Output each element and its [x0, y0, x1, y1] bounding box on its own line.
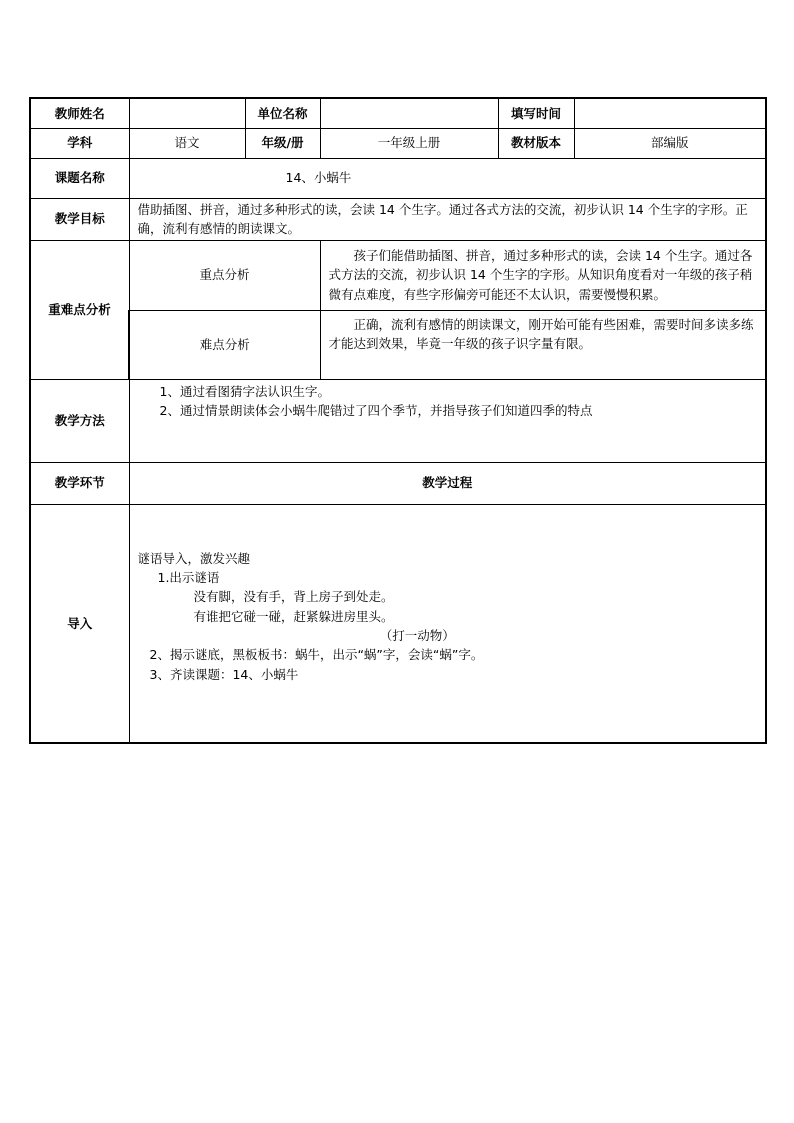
methods-list: [129, 379, 766, 462]
goals-label: 教学目标: [30, 198, 129, 240]
intro-content: [129, 504, 766, 743]
difficult-analysis-label: 难点分析: [129, 310, 320, 379]
subject-value: 语文: [129, 128, 245, 158]
riddle-line-2: 有谁把它碰一碰，赶紧躲进房里头。: [193, 608, 394, 624]
header-row-2: [30, 128, 766, 158]
intro-row: [30, 504, 766, 743]
teacher-name-value: [129, 98, 245, 128]
subject-label: 学科: [30, 128, 129, 158]
methods-row: [30, 379, 766, 462]
fill-date-label: 填写时间: [498, 98, 574, 128]
key-analysis-label: 重点分析: [129, 240, 320, 310]
analysis-label: 重难点分析: [30, 240, 129, 379]
riddle-line-1: 没有脚，没有手，背上房子到处走。: [193, 589, 394, 605]
edition-value: 部编版: [574, 128, 766, 158]
lesson-plan-table: [29, 97, 767, 744]
grade-value: 一年级上册: [320, 128, 498, 158]
goals-text: 借助插图、拼音，通过多种形式的读，会读 14 个生字。通过各式方法的交流，初步认识 14 个生字的字形。正确，流利有感情的朗读课文。: [129, 198, 766, 240]
process-header-label: 教学过程: [129, 462, 766, 504]
teacher-name-label: 教师姓名: [30, 98, 129, 128]
riddle-hint: （打一动物）: [379, 628, 455, 643]
difficult-analysis-text: 正确，流利有感情的朗读课文，刚开始可能有些困难，需要时间多读多练才能达到效果，毕竟一年级的孩子识字量有限。: [320, 310, 766, 379]
header-row-1: [30, 98, 766, 128]
method-item-1: 1、通过看图猜字法认识生字。: [159, 383, 330, 399]
key-analysis-row: [30, 240, 766, 310]
difficult-analysis-row: [30, 310, 766, 379]
lesson-title-text: 14、小蜗牛: [285, 170, 352, 186]
grade-label: 年级/册: [245, 128, 320, 158]
method-item-2: 2、通过情景朗读体会小蜗牛爬错过了四个季节，并指导孩子们知道四季的特点: [159, 402, 593, 418]
edition-label: 教材版本: [498, 128, 574, 158]
process-header-row: [30, 462, 766, 504]
key-analysis-text: 孩子们能借助插图、拼音，通过多种形式的读，会读 14 个生字。通过各式方法的交流，初步认识 14 个生字的字形。从知识角度看对一年级的孩子稍微有点难度，有些字形偏旁可能还不太认识，需要慢慢积累。: [320, 240, 766, 310]
intro-step-1: 1.出示谜语: [157, 569, 220, 585]
unit-name-label: 单位名称: [245, 98, 320, 128]
intro-heading: 谜语导入，激发兴趣: [137, 550, 251, 566]
goals-row: [30, 198, 766, 240]
lesson-title-value: [129, 158, 766, 198]
intro-stage-label: 导入: [30, 504, 129, 743]
fill-date-value: [574, 98, 766, 128]
intro-step-2: 2、揭示谜底，黑板板书：蜗牛，出示“蜗”字，会读“蜗”字。: [149, 647, 484, 663]
lesson-title-label: 课题名称: [30, 158, 129, 198]
lesson-title-row: [30, 158, 766, 198]
methods-label: 教学方法: [30, 379, 129, 462]
stage-header-label: 教学环节: [30, 462, 129, 504]
unit-name-value: [320, 98, 498, 128]
intro-step-3: 3、齐读课题：14、小蜗牛: [149, 666, 299, 682]
